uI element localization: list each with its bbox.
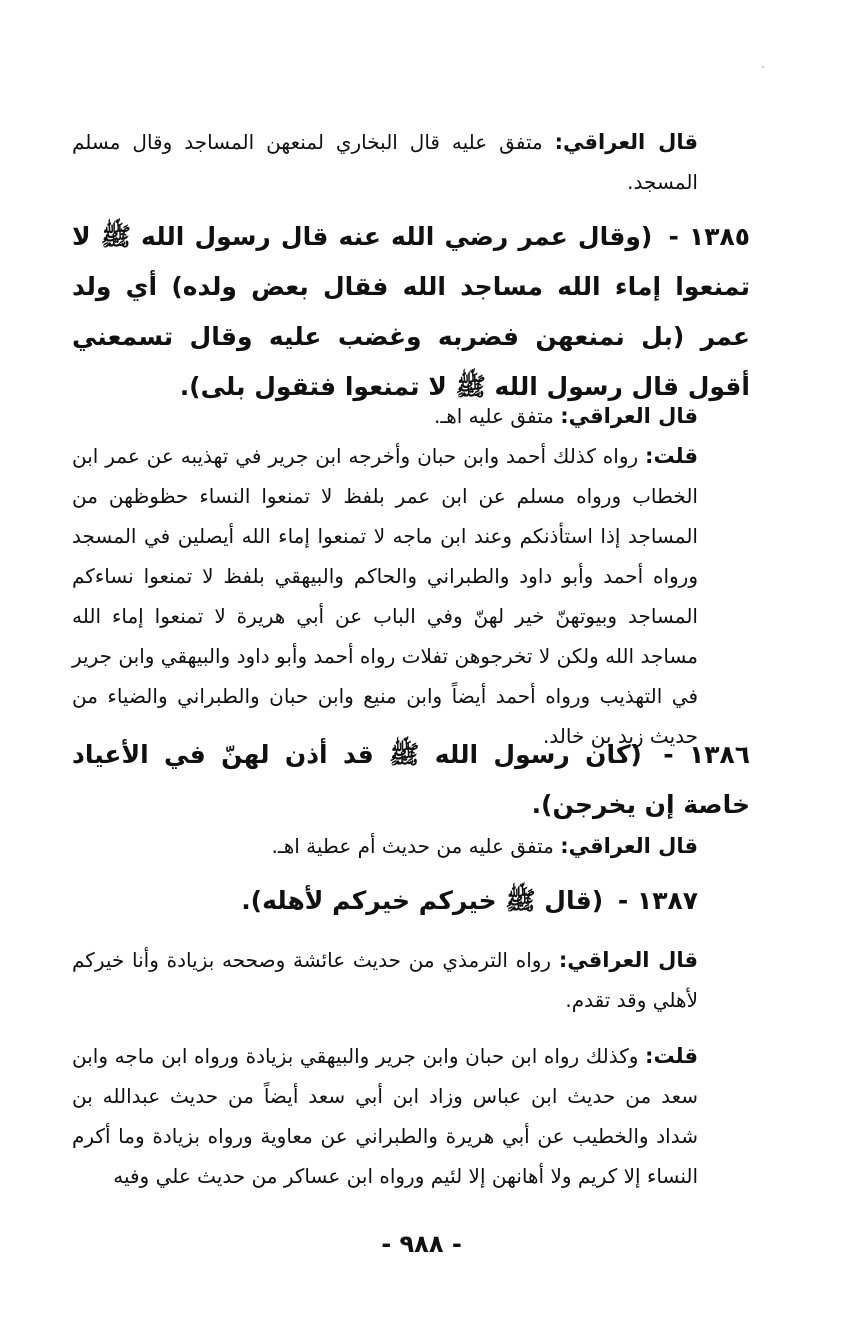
- hadith-paragraph: [72, 212, 750, 412]
- hadith-text: (وقال عمر رضي الله عنه قال رسول الله ﷺ لا تمنعوا إماء الله مساجد الله فقال بعض ولده) أي ولد عمر (بل نمنعهن فضربه وغضب عليه وقال تسمعني أقول قال رسول الله ﷺ لا تمنعوا فتقول بلى).: [72, 222, 750, 401]
- commentary-label: قلت:: [645, 444, 698, 468]
- hadith-number: ١٣٨٥ -: [668, 222, 750, 251]
- commentary-text: رواه كذلك أحمد وابن حبان وأخرجه ابن جرير في تهذيبه عن عمر ابن الخطاب ورواه مسلم عن ابن عمر بلفظ لا تمنعوا النساء حظوظهن من المساجد إذا استأذنكم وعند ابن ماجه لا تمنعوا إماء الله أيصلين في المسجد ورواه أحمد وأبو داود والطبراني والحاكم والبيهقي بلفظ لا تمنعوا نساءكم المساجد وبيوتهنّ خير لهنّ وفي الباب عن أبي هريرة لا تمنعوا إماء الله مساجد الله ولكن لا تخرجوهن تفلات رواه أحمد وأبو داود والبيهقي وابن جرير في التهذيب ورواه أحمد أيضاً وابن منيع وابن حبان والطبراني والضياء من حديث زيد بن خالد.: [72, 444, 698, 748]
- scan-speck: [762, 66, 764, 68]
- commentary-text: متفق عليه قال البخاري لمنعهن المساجد وقال مسلم المسجد.: [72, 130, 698, 194]
- commentary-label: قلت:: [645, 1044, 698, 1068]
- commentary-paragraph: [72, 122, 750, 202]
- commentary-paragraph: [72, 940, 750, 1020]
- hadith-number: ١٣٨٦ -: [663, 740, 750, 769]
- hadith-number: ١٣٨٧ -: [617, 886, 698, 915]
- hadith-paragraph: [72, 876, 750, 926]
- commentary-paragraph: [72, 1036, 750, 1196]
- hadith-paragraph: [72, 730, 750, 830]
- commentary-label: قال العراقي:: [560, 834, 698, 858]
- commentary-text: متفق عليه من حديث أم عطية اهـ.: [271, 834, 561, 858]
- hadith-text: (قال ﷺ خيركم خيركم لأهله).: [241, 886, 612, 915]
- commentary-label: قال العراقي:: [558, 948, 698, 972]
- hadith-text: (كان رسول الله ﷺ قد أذن لهنّ في الأعياد خاصة إن يخرجن).: [72, 740, 750, 819]
- commentary-paragraph: [72, 436, 750, 756]
- commentary-paragraph: [72, 396, 750, 436]
- commentary-label: قال العراقي:: [554, 130, 698, 154]
- commentary-text: متفق عليه اهـ.: [433, 404, 561, 428]
- commentary-text: رواه الترمذي من حديث عائشة وصححه بزيادة وأنا خيركم لأهلي وقد تقدم.: [72, 948, 698, 1012]
- commentary-paragraph: [72, 826, 750, 866]
- commentary-label: قال العراقي:: [560, 404, 698, 428]
- page-number: - ٩٨٨ -: [381, 1230, 462, 1258]
- commentary-text: وكذلك رواه ابن حبان وابن جرير والبيهقي بزيادة ورواه ابن ماجه وابن سعد من حديث ابن عباس وزاد ابن أبي سعد أيضاً من حديث عبدالله بن شداد والخطيب عن أبي هريرة والطبراني عن معاوية ورواه بزيادة وما أكرم النساء إلا كريم ولا أهانهن إلا لئيم ورواه ابن عساكر من حديث علي وفيه: [72, 1044, 698, 1188]
